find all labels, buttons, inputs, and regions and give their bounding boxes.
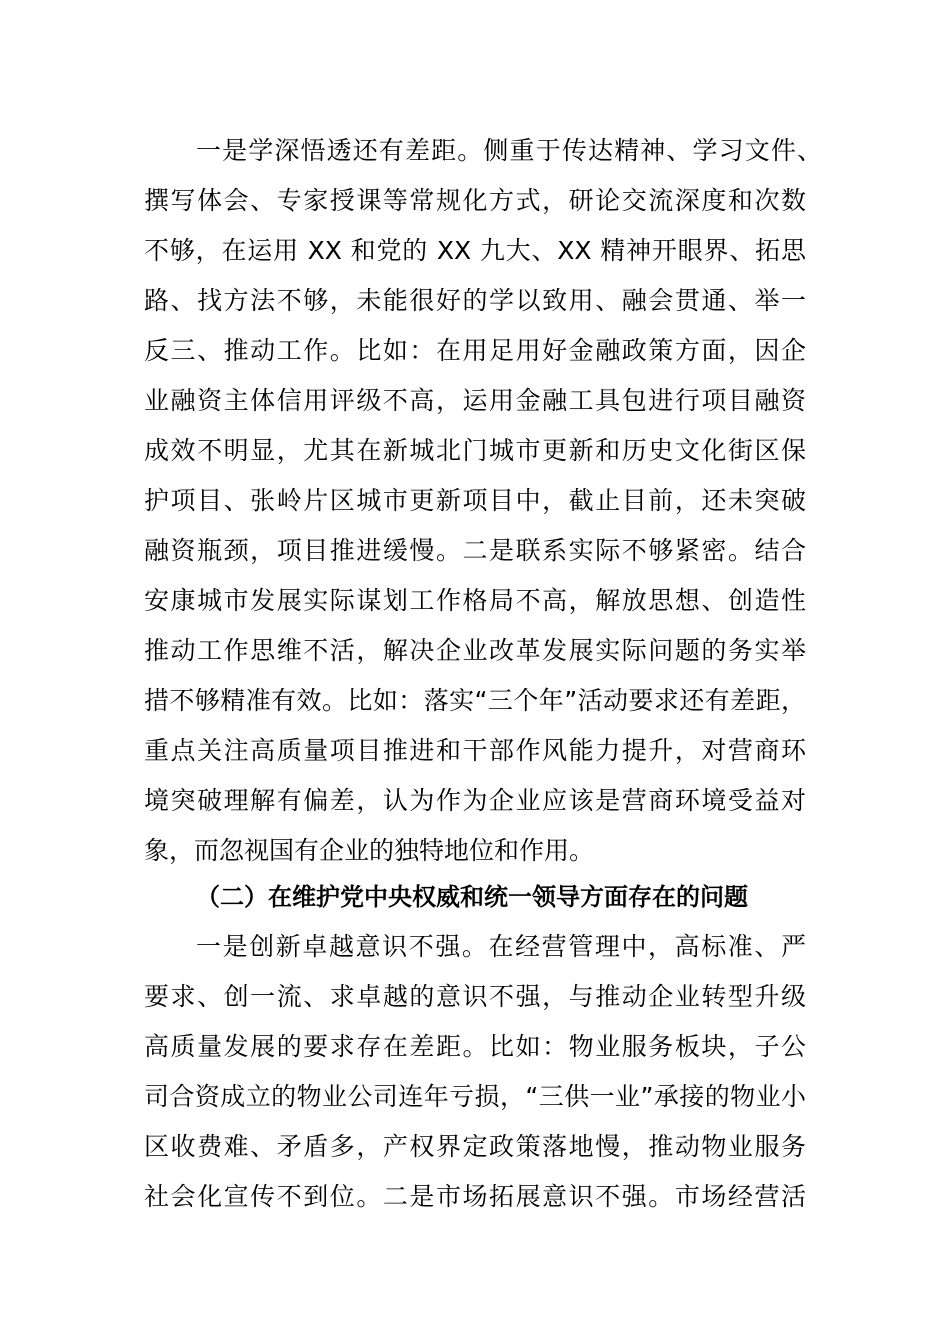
paragraph-1-line-2: 撰写体会、专家授课等常规化方式，研论交流深度和次数 — [144, 186, 806, 215]
paragraph-1-line-14: 境突破理解有偏差，认为作为企业应该是营商环境受益对 — [144, 786, 806, 815]
paragraph-1-line-11: 推动工作思维不活，解决企业改革发展实际问题的务实举 — [144, 636, 806, 665]
paragraph-1-line-1: 一是学深悟透还有差距。侧重于传达精神、学习文件、 — [196, 136, 822, 165]
paragraph-2-line-1: 一是创新卓越意识不强。在经营管理中，高标准、严 — [196, 932, 806, 961]
paragraph-2-line-3: 高质量发展的要求存在差距。比如：物业服务板块，子公 — [144, 1032, 806, 1061]
paragraph-1-line-3: 不够，在运用 XX 和党的 XX 九大、XX 精神开眼界、拓思 — [144, 236, 806, 265]
paragraph-2-line-2: 要求、创一流、求卓越的意识不强，与推动企业转型升级 — [144, 982, 806, 1011]
paragraph-1-line-9: 融资瓶颈，项目推进缓慢。二是联系实际不够紧密。结合 — [144, 536, 806, 565]
paragraph-1-line-6: 业融资主体信用评级不高，运用金融工具包进行项目融资 — [144, 386, 806, 415]
paragraph-1-line-13: 重点关注高质量项目推进和干部作风能力提升，对营商环 — [144, 736, 806, 765]
paragraph-2-line-5: 区收费难、矛盾多，产权界定政策落地慢，推动物业服务 — [144, 1132, 806, 1161]
paragraph-2-line-6: 社会化宣传不到位。二是市场拓展意识不强。市场经营活 — [144, 1182, 806, 1211]
paragraph-1-line-5: 反三、推动工作。比如：在用足用好金融政策方面，因企 — [144, 336, 806, 365]
paragraph-1-line-12: 措不够精准有效。比如：落实“三个年”活动要求还有差距， — [144, 686, 806, 715]
paragraph-2-line-4: 司合资成立的物业公司连年亏损，“三供一业”承接的物业小 — [144, 1082, 806, 1111]
paragraph-1-line-4: 路、找方法不够，未能很好的学以致用、融会贯通、举一 — [144, 286, 806, 315]
paragraph-1-line-8: 护项目、张岭片区城市更新项目中，截止目前，还未突破 — [144, 486, 806, 515]
paragraph-1-line-10: 安康城市发展实际谋划工作格局不高，解放思想、创造性 — [144, 586, 806, 615]
paragraph-1-line-7: 成效不明显，尤其在新城北门城市更新和历史文化街区保 — [144, 436, 806, 465]
section-heading: （二）在维护党中央权威和统一领导方面存在的问题 — [196, 883, 748, 911]
paragraph-1-line-15: 象，而忽视国有企业的独特地位和作用。 — [144, 836, 595, 865]
